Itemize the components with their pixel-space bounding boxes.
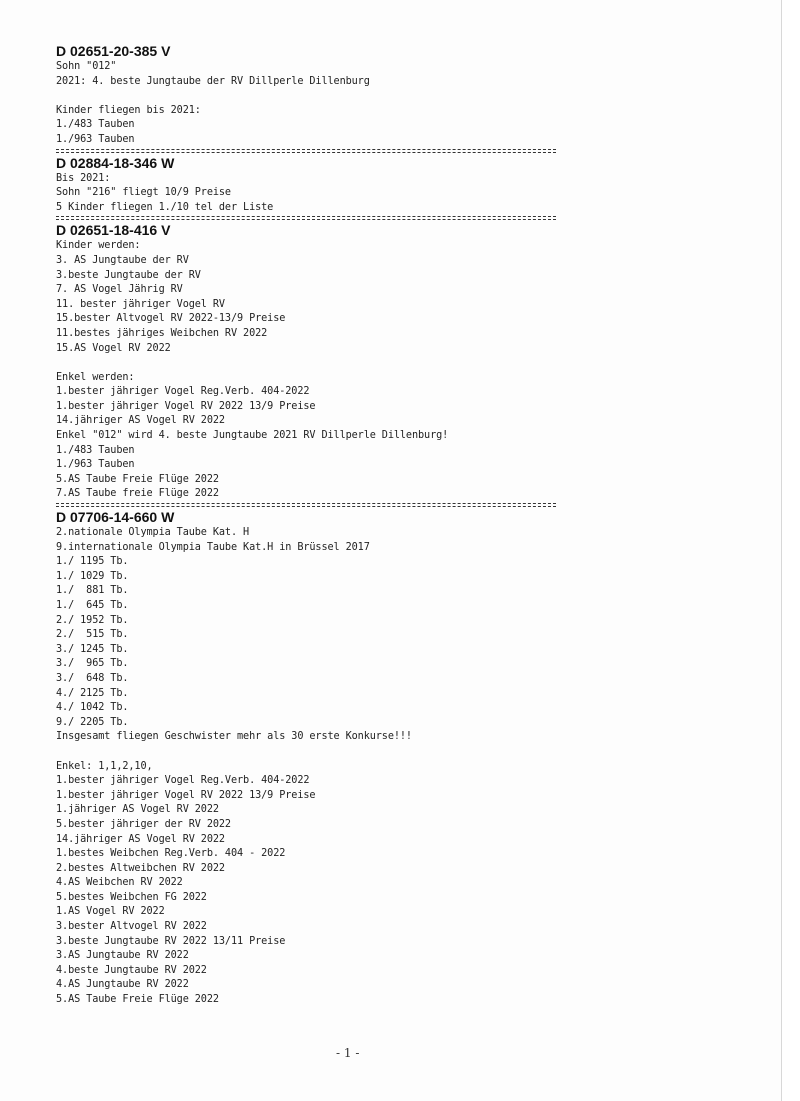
text-line: 15.bester Altvogel RV 2022-13/9 Preise (56, 313, 286, 325)
text-line: 1./963 Tauben (56, 459, 135, 471)
text-line: 1./963 Tauben (56, 133, 135, 145)
text-line: 1.bestes Weibchen Reg.Verb. 404 - 2022 (56, 848, 286, 860)
pedigree-section (56, 222, 576, 507)
text-line: 2.bestes Altweibchen RV 2022 (56, 862, 225, 874)
text-line: 3./ 648 Tb. (56, 672, 129, 684)
text-line: Kinder fliegen bis 2021: (56, 104, 201, 116)
document-body (56, 43, 576, 1008)
text-line: 3.AS Jungtaube RV 2022 (56, 950, 189, 962)
text-line: 1.jähriger AS Vogel RV 2022 (56, 804, 219, 816)
text-line: 11.bestes jähriges Weibchen RV 2022 (56, 327, 268, 339)
text-line: 5 Kinder fliegen 1./10 tel der Liste (56, 201, 274, 213)
page-number: - 1 - (336, 1046, 360, 1060)
text-line: 5.bestes Weibchen FG 2022 (56, 891, 207, 903)
text-line: 3./ 1245 Tb. (56, 643, 129, 655)
text-line: 15.AS Vogel RV 2022 (56, 342, 171, 354)
section-divider (56, 149, 556, 153)
section-heading: D 07706-14-660 W (56, 509, 175, 526)
text-line: 1./483 Tauben (56, 119, 135, 131)
text-line: 9.internationale Olympia Taube Kat.H in Brüssel 2017 (56, 541, 370, 553)
text-line: 9./ 2205 Tb. (56, 716, 129, 728)
text-line: 4.beste Jungtaube RV 2022 (56, 964, 207, 976)
text-line: 1./ 645 Tb. (56, 600, 129, 611)
text-line: 1./ 1029 Tb. (56, 570, 129, 582)
text-line: 3.beste Jungtaube der RV (56, 269, 201, 281)
blank-line (56, 89, 576, 104)
section-heading: D 02651-20-385 V (56, 43, 171, 59)
text-line: Enkel: 1,1,2,10, (56, 760, 153, 772)
pedigree-section (56, 155, 576, 221)
text-line: 7. AS Vogel Jährig RV (56, 284, 183, 296)
text-line: Insgesamt fliegen Geschwister mehr als 30 erste Konkurse!!! (56, 731, 412, 743)
section-heading: D 02884-18-346 W (56, 154, 175, 171)
text-line: 5.AS Taube Freie Flüge 2022 (56, 994, 219, 1006)
text-line: 1./ 881 Tb. (56, 585, 129, 597)
text-line: Enkel werden: (56, 371, 135, 383)
text-line: 3.bester Altvogel RV 2022 (56, 921, 207, 933)
text-line: 4./ 2125 Tb. (56, 687, 129, 699)
text-line: 4.AS Jungtaube RV 2022 (56, 979, 189, 991)
text-line: 1.bester jähriger Vogel Reg.Verb. 404-2022 (56, 775, 310, 787)
text-line: 4.AS Weibchen RV 2022 (56, 877, 183, 889)
text-line: 5.AS Taube Freie Flüge 2022 (56, 473, 219, 485)
text-line: 1.AS Vogel RV 2022 (56, 906, 165, 918)
text-line: Sohn "216" fliegt 10/9 Preise (56, 187, 231, 199)
text-line: 14.jähriger AS Vogel RV 2022 (56, 415, 225, 427)
text-line: Bis 2021: (56, 172, 111, 184)
section-heading: D 02651-18-416 V (56, 222, 171, 239)
text-line: 14.jähriger AS Vogel RV 2022 (56, 833, 225, 845)
text-line: 2./ 1952 Tb. (56, 614, 129, 626)
text-line: 5.bester jähriger der RV 2022 (56, 818, 231, 830)
blank-line (56, 356, 576, 371)
section-divider (56, 503, 556, 507)
text-line: 1./ 1195 Tb. (56, 556, 129, 568)
text-line: Kinder werden: (56, 240, 141, 252)
text-line: 2.nationale Olympia Taube Kat. H (56, 527, 250, 539)
text-line: 7.AS Taube freie Flüge 2022 (56, 488, 219, 500)
section-divider (56, 216, 556, 220)
blank-line (56, 745, 576, 760)
text-line: 4./ 1042 Tb. (56, 702, 129, 714)
text-line: 2./ 515 Tb. (56, 629, 129, 641)
text-line: Enkel "012" wird 4. beste Jungtaube 2021 RV Dillperle Dillenburg! (56, 430, 449, 442)
pedigree-section (56, 43, 576, 153)
text-line: 1./483 Tauben (56, 444, 135, 456)
text-line: 3./ 965 Tb. (56, 658, 129, 670)
text-line: 3.beste Jungtaube RV 2022 13/11 Preise (56, 935, 286, 947)
text-line: 2021: 4. beste Jungtaube der RV Dillperle Dillenburg (56, 75, 370, 87)
text-line: 1.bester jähriger Vogel RV 2022 13/9 Preise (56, 400, 316, 412)
text-line: 1.bester jähriger Vogel Reg.Verb. 404-2022 (56, 386, 310, 398)
text-line: Sohn "012" (56, 61, 117, 72)
text-line: 3. AS Jungtaube der RV (56, 254, 189, 266)
text-line: 11. bester jähriger Vogel RV (56, 298, 225, 310)
text-line: 1.bester jähriger Vogel RV 2022 13/9 Preise (56, 789, 316, 801)
pedigree-section (56, 509, 576, 1008)
